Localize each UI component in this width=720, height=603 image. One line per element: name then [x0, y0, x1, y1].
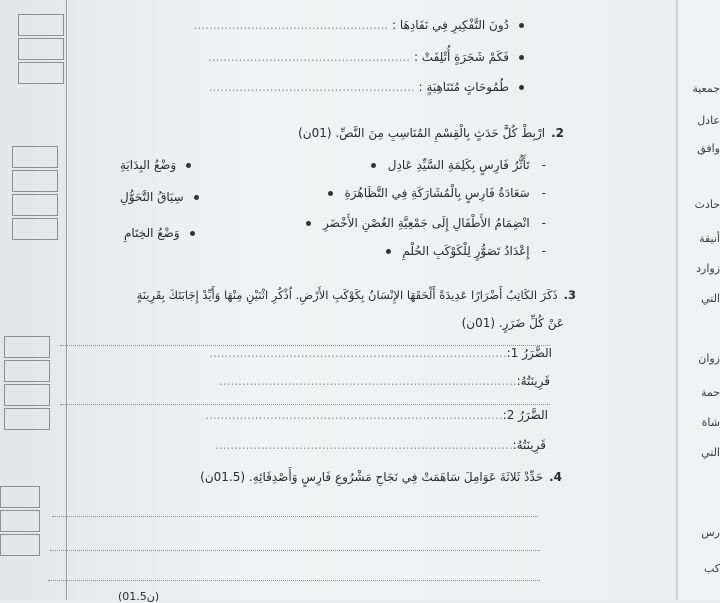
- question-3: 3.ذَكَرَ الكَاتِبُ أَضْرَارًا عَدِيدَةً أَلْحَقَهَا الإِنْسَانُ بِكَوْكَبِ الأَرْضِ. اُذْكُرِ اثْنَيْنِ مِنْهَا وَأَيِّدْ إِجَابَتَكَ بِقَرِينَةٍ: [136, 288, 576, 302]
- q2-event-2: -سَعَادَةُ فَارِسٍ بِالْمُشَارَكَةِ فِي التَّظَاهُرَةِ: [328, 186, 546, 200]
- q3-harm-1-label: الضَّرَرُ 1:..............................................................................: [209, 346, 552, 360]
- facing-text: زوارد: [696, 262, 720, 275]
- grade-box: [12, 218, 58, 240]
- question-5-partial: (01.5ن): [118, 590, 160, 603]
- facing-text: أنيقة: [699, 232, 720, 245]
- question-3-continued: عَنْ كُلِّ ضَرَرٍ. (01ن): [461, 316, 564, 330]
- answer-line[interactable]: [52, 516, 538, 517]
- margin-line: [66, 0, 67, 600]
- facing-text: التي: [701, 292, 720, 305]
- grade-box: [12, 146, 58, 168]
- grade-box: [18, 62, 64, 84]
- facing-text: جمعية: [692, 82, 720, 95]
- facing-text: وافق: [697, 142, 720, 155]
- facing-text: التي: [701, 446, 720, 459]
- facing-text: رس: [701, 526, 720, 539]
- q2-event-3: -انْضِمَامُ الأَطْفَالِ إِلَى جَمْعِيَّةِ الغُصْنِ الأَخْضَرِ: [306, 216, 546, 230]
- facing-text: عادل: [697, 114, 720, 127]
- q2-event-4: -إِعْدَادُ تَصَوُّرٍ لِلْكَوْكَبِ الحُلْمِ: [386, 244, 546, 258]
- grade-box: [0, 486, 40, 508]
- grade-box: [4, 408, 50, 430]
- top-item-1: دُونَ التَّفْكِيرِ فِي نَفَادِهَا : ...................................................: [194, 18, 524, 32]
- grade-box: [18, 38, 64, 60]
- grade-box: [0, 510, 40, 532]
- grade-box: [4, 336, 50, 358]
- q3-evidence-2-label: قَرِينَتُهُ:..............................................................................: [215, 438, 546, 452]
- grade-box: [12, 194, 58, 216]
- facing-text: زوان: [698, 352, 720, 365]
- grade-box: [18, 14, 64, 36]
- answer-line[interactable]: [48, 580, 540, 581]
- grade-box: [4, 384, 50, 406]
- top-item-2: فَكَمْ شَجَرَةٍ أُتْلِفَتْ : .....................................................: [208, 50, 524, 64]
- question-4: 4.حَدِّدْ ثَلاثَةَ عَوَامِلَ سَاهَمَتْ فِي نَجَاحِ مَشْرُوعِ فَارِسٍ وَأَصْدِقَائِهِ. (01.5ن): [200, 470, 562, 484]
- question-2: 2.ارْبِطْ كُلَّ حَدَثٍ بِالْقِسْمِ المُنَاسِبِ مِنَ النَّصِّ. (01ن): [298, 126, 564, 140]
- facing-text: حادث: [694, 198, 720, 211]
- q2-section-1: وَضْعُ البِدَايَةِ: [120, 158, 191, 172]
- grade-box: [4, 360, 50, 382]
- facing-text: حمة: [700, 386, 720, 399]
- q2-section-2: سِيَاقُ التَّحَوُّلِ: [120, 190, 199, 204]
- facing-page: [676, 0, 720, 600]
- answer-line[interactable]: [60, 404, 550, 405]
- q3-evidence-1-label: قَرِينَتُهُ:..............................................................................: [219, 374, 550, 388]
- grade-box: [0, 534, 40, 556]
- answer-line[interactable]: [50, 550, 540, 551]
- q2-event-1: -تَأَثُّرُ فَارِسٍ بِكَلِمَةِ السَّيِّدِ عَادِل: [371, 158, 546, 172]
- facing-text: شاة: [701, 416, 720, 429]
- q3-harm-2-label: الضَّرَرُ 2:..............................................................................: [205, 408, 548, 422]
- facing-text: كب: [703, 562, 720, 575]
- top-item-3: طُمُوحَاتٍ مُتَنَاهِيَةٍ : ......................................................: [209, 80, 524, 94]
- q2-section-3: وَضْعُ الخِتَامِ: [124, 226, 195, 240]
- grade-box: [12, 170, 58, 192]
